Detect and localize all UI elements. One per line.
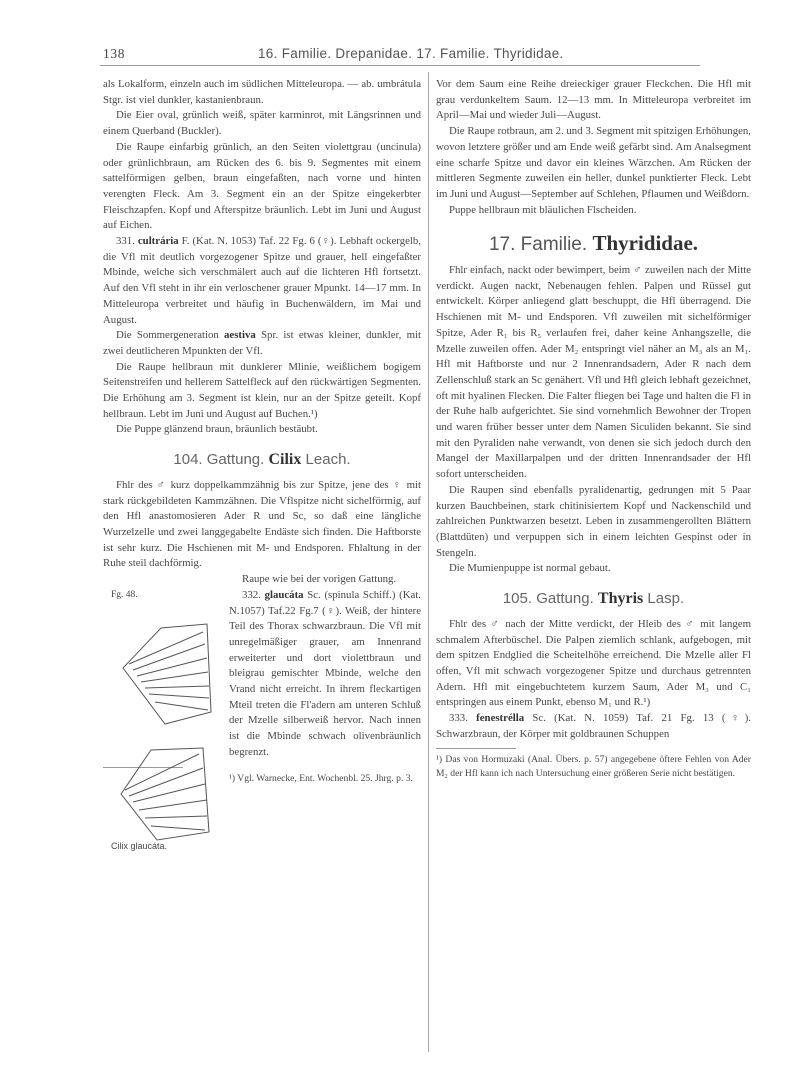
form-name: aestiva	[224, 329, 256, 342]
species-number: 331.	[116, 235, 135, 248]
paragraph: Fhlr des ♂ nach der Mitte verdickt, der Hleib des ♂ mit langem schmalem Afterbüschel. Die Palpen ziemlich schlank, aufgebogen, mit dem spitzen Endglied die Scheitelhöhe erreichend. Die Mzelle aller Fl offen, Vfl mit schwach vorgezogener Spitze und durchaus getrennten Adern. Hfl mit eingebuchtetem kurzem Saum, Ader M₃ und C₁ entspringen aus einem Punkt, ebenso M₁ und R.¹)	[436, 617, 751, 709]
text: Spr. ist etwas kleiner, dunkler, mit zwei deutlicheren Mpunkten der Vfl.	[103, 329, 421, 357]
species-text: Sc. (Kat. N. 1059) Taf. 21 Fg. 13 (♀). Schwarzbraun, der Körper mit goldbraunen Schuppen	[436, 712, 752, 740]
paragraph: Puppe hellbraun mit bläulichen Flscheiden.	[449, 203, 637, 216]
page-number: 138	[103, 46, 126, 61]
paragraph: Vor dem Saum eine Reihe dreieckiger grauer Fleckchen. Die Hfl mit grau verdunkeltem Saum. 12—13 mm. In Mitteleuropa verbreitet im April—Mai und wieder Juli—August.	[436, 78, 751, 122]
column-divider	[428, 72, 429, 1052]
paragraph: Die Eier oval, grünlich weiß, später karminrot, mit Längsrinnen und einem Querband (Buckler).	[103, 109, 421, 138]
paragraph: Die Mumienpuppe ist normal gebaut.	[449, 562, 611, 575]
species-name: fenestrélla	[476, 712, 525, 725]
family-heading-17	[436, 231, 751, 256]
paragraph: Fhlr des ♂ kurz doppelkammzähnig bis zur Spitze, jene des ♀ mit stark rückgebildeten Kammzähnen. Die Vflspitze nicht sichelförmig, auf den Hfl anastomosieren Ader R und Sc, so daß eine längliche Wurzelzelle und zwei langgegabelte Endäste sich finden. Die Haftborste ist sehr kurz. Die Hschienen mit M- und Endsporen. Fhlaltung in der Ruhe steil dachförmig.	[103, 478, 421, 570]
species-entry-331	[103, 234, 421, 328]
right-column	[436, 77, 751, 780]
species-number: 332.	[242, 588, 261, 601]
species-name: glaucáta	[264, 588, 304, 601]
paragraph	[103, 328, 421, 359]
heading-prefix: 104. Gattung.	[173, 451, 269, 469]
wing-venation-diagram	[103, 572, 221, 859]
text: Die Sommergeneration	[116, 329, 225, 342]
header-rule	[100, 65, 700, 66]
left-column	[103, 77, 421, 861]
genus-name: Thyris	[597, 590, 644, 608]
footnote	[436, 753, 751, 780]
species-number: 333.	[449, 712, 468, 725]
page-header	[0, 46, 800, 66]
genus-author: Lasp.	[643, 590, 685, 608]
figure-label: Fg. 48.	[111, 590, 138, 601]
paragraph: Die Raupe einfarbig grünlich, an den Seiten violettgrau (uncinula) oder grünlichbraun, am Rücken des 6. bis 9. Segmentes mit einem sattelförmigen gelben, braun eingefaßten, nach vorne und hinten verengten Fleck. Am 3. Segment ein an der Spitze eingekerbter Fleischzapfen. Kopf und Afterspitze bräunlich. Lebt im Juni und August auf Eichen.	[103, 140, 421, 232]
heading-prefix: 105. Gattung.	[502, 590, 598, 608]
paragraph: Die Raupe hellbraun mit dunklerer Mlinie, weißlichem bogigem Seitenstreifen und hellerem Sattelfleck auf den rückwärtigen Segmenten. Die Erhöhung am 3. Segment ist klein, nur an der Spitze geteilt. Kopf hellbraun. Lebt im Juni und August auf Buchen.¹)	[103, 360, 421, 420]
genus-author: Leach.	[301, 451, 351, 469]
genus-heading-105	[436, 591, 751, 607]
species-text: F. (Kat. N. 1053) Taf. 22 Fg. 6 (♀). Lebhaft ockergelb, die Vfl mit deutlich vorgezogener Spitze und grauer, hell eingefaßter Mbinde, welche sich verschmälert auch auf die lichteren Hfl fortsetzt. Auf den Vfl steht in ihr ein verloschener grauer Mpunkt. 14—17 mm. In Mitteleuropa verbreitet und häufig in Buchenwäldern, im Mai und August.	[103, 235, 422, 326]
family-name: Thyrididae.	[592, 231, 699, 256]
footnote-text: ¹) Das von Hormuzaki (Anal. Übers. p. 57) angegebene öftere Fehlen von Ader M₂ der Hfl kann ich nach Untersuchung einer größeren Serie nicht bestätigen.	[436, 754, 751, 779]
paragraph: Die Raupe rotbraun, am 2. und 3. Segment mit spitzigen Erhöhungen, wovon letztere größer und am Ende weiß gefärbt sind. Am Analsegment eine scharfe Spitze und davor ein kleines Wärzchen. Am Rücken der mittleren Segmente zuweilen ein heller, dunkel punktierter Fleck. Lebt im Juni und August—September auf Schlehen, Pflaumen und Weißdorn.	[436, 125, 751, 200]
running-title: 16. Familie. Drepanidae. 17. Familie. Thyrididae.	[258, 46, 564, 61]
figure-48	[103, 572, 221, 859]
heading-prefix: 17. Familie.	[488, 234, 593, 256]
paragraph: Die Puppe glänzend braun, bräunlich bestäubt.	[116, 423, 318, 436]
figure-caption: Cilix glaucáta.	[111, 841, 168, 852]
paragraph: Fhlr einfach, nackt oder bewimpert, beim ♂ zuweilen nach der Mitte verdickt. Augen nackt, Nebenaugen fehlen. Palpen und Rüssel gut entwickelt. Körper anliegend glatt beschuppt, die Hfl überragend. Die Hschienen mit M- und Endsporen. Vfl zuweilen mit sichelförmiger Spitze, Ader R₁ bis R₅ verlaufen frei, daher keine Anhangszelle, die Mzelle zuweilen offen. Ader M₂ entspringt viel näher an M₃ als an M₁. Hfl mit Haftborste und nur 2 Innenrandsadern, Ader R nach dem Zellenschluß stark an Sc genähert. Vfl und Hfl gleich lebhaft gezeichnet, oft mit hyalinen Flecken. Die Falter fliegen bei Tage und halten die Fl in der Ruhe halb aufgerichtet. Sie sind vornehmlich Bewohner der Tropen und waren früher besser unter dem Namen Siculiden bekannt. Sie sind mit den Pyraliden nahe verwandt, von denen sie sich jedoch durch den Mangel der Maxillarpalpen und der dritten Innenrandsader der Hfl sofort unterscheiden.	[436, 264, 751, 481]
species-text: Sc. (spinula Schiff.) (Kat. N.1057) Taf.22 Fg.7 (♀). Weiß, der hintere Teil des Thorax schwarzbraun. Die Vfl mit unregelmäßiger grauer, am Innenrand erweiterter und dort violettbraun und bleigrau gemischter Mbinde, welche den Vrand nicht erreicht. In ihrem fleckartigen Mteil treten die Fl'adern am unteren Schluß der Mzelle silberweiß hervor. Nach innen ist die Mbinde schwach olivenbräunlich begrenzt.	[229, 588, 421, 758]
genus-heading-104	[103, 452, 421, 468]
species-name: cultrária	[137, 235, 179, 248]
species-entry-333	[436, 711, 751, 742]
paragraph: Raupe wie bei der vorigen Gattung.	[242, 573, 397, 586]
footnote-rule	[436, 748, 516, 749]
paragraph: Die Raupen sind ebenfalls pyralidenartig, gedrungen mit 5 Paar kurzen Bauchbeinen, stark chitinisiertem Kopf und Nackenschild und zahlreichen Punktwarzen besetzt. Leben in zusammengerollten Blättern (Blattdüten) und verpuppen sich in einem leichten Gespinst oder in Stengeln.	[436, 483, 751, 559]
paragraph: als Lokalform, einzeln auch im südlichen Mitteleuropa. — ab. umbrátula Stgr. ist viel dunkler, kastanienbraun.	[103, 78, 421, 106]
footnote-text: ¹) Vgl. Warnecke, Ent. Wochenbl. 25. Jhrg. p. 3.	[229, 772, 413, 784]
genus-name: Cilix	[268, 451, 302, 469]
